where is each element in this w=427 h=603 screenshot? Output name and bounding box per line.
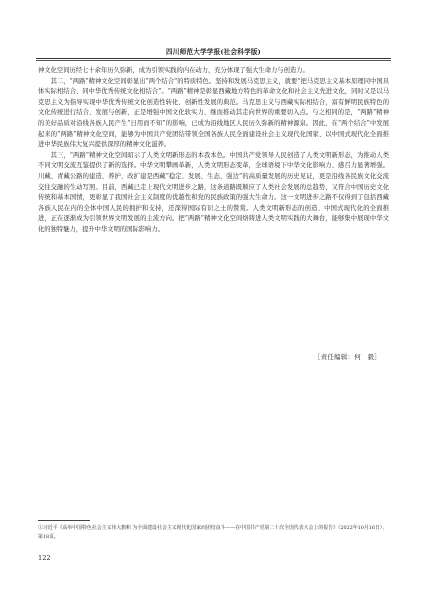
page-number: 122	[38, 554, 51, 562]
footnote-marker: ①	[38, 525, 43, 531]
header-rule	[36, 58, 391, 59]
running-header: 四川师范大学学报(社会科学版)	[166, 48, 261, 56]
footnote	[38, 524, 390, 541]
editor-credit: ［责任编辑：何 毅］	[314, 353, 381, 361]
footnote-rule	[38, 520, 90, 521]
paragraph-two: 其二，“两路”精神文化空间彰显出“两个结合”的特质特色。坚持和发展马克思主义，就要“把马克思主义基本原理同中国具体实际相结合、同中华优秀传统文化相结合”。“两路”精神是彰显西藏地方特色的革命文化和社会主义先进文化，同时又是以马克思主义为指导实现中华优秀传统文化创造性转化、创新性发展的典范。马克思主义与西藏实际相结合，富有鲜明民族特色的文化传统进行结合、发展与创新，正是增强中国文化软实力、继而推动其走向世界的重要切入点。与之相同的是，“两路”精神的美好品质对沿线各族人民产生“日用而不知”的影响，已成为沿线地区人民历久弥新的精神源泉。因此，在“两个结合”中发展起来的“两路”精神文化空间，能够为中国共产党团结带领全国各族人民全面建设社会主义现代化国家、以中国式现代化全面推进中华民族伟大复兴提供深厚的精神文化滋养。	[38, 77, 389, 149]
paragraph-three: 其三，“两路”精神文化空间昭示了人类文明新形态的本我本色。中国共产党领导人民创造了人类文明新形态，为推动人类不同文明交流互鉴提供了新的选择。中华文明攀画革新，人类文明形态变革，全球语境下中华文化影响力、感召力显著增强。川藏、青藏公路的建造、养护、改扩建是西藏“稳定、发展、生态、强边”的高质量发展的历史见证，更是沿线各民族文化交流交往交融的生动写照。目前，西藏已走上现代文明进步之路，这条道路既顺应了人类社会发展的总趋势，又符合中国历史文化传统和基本国情，更彰显了我国社会主义制度的优越性和党的民族政策的强大生命力。这一文明进步之路不仅得到了包括西藏各族人民在内的全体中国人民的拥护和支持，还深得国际有识之士的赞赏。人类文明新形态的创造、中国式现代化的全面推进，正在逐渐成为引领世界文明发展的主流方向。把“两路”精神文化空间烙铸进人类文明实践的大舞台，能够集中展现中华文化的独特魅力，提升中华文明的国际影响力。	[38, 151, 389, 233]
footnote-text: 习近平《高举中国特色社会主义伟大旗帜 为全面建设社会主义现代化国家而团结奋斗——在中国共产党第二十次全国代表大会上的报告》（2022年10月16日），第18页。	[38, 525, 388, 540]
paragraph-continued: 神文化空间历经七十余年历久弥新，成为引领实践的内在动力，充分体现了强大生命力与创造力。	[38, 67, 309, 74]
header-rule-thin	[36, 60, 391, 61]
article-body	[38, 66, 389, 236]
